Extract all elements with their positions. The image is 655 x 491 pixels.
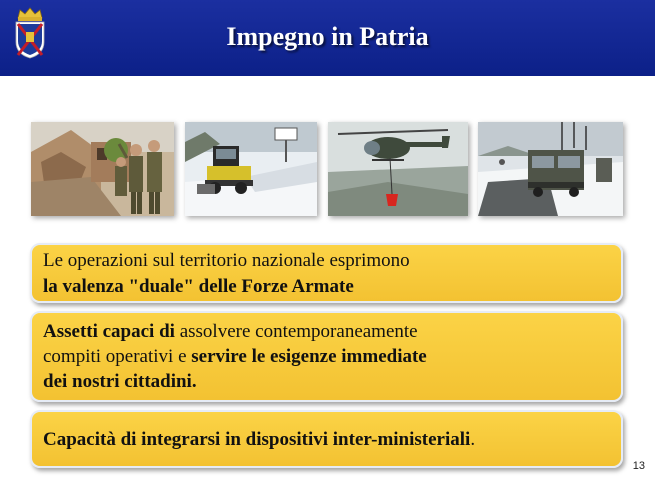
- box2-line1-bold: Assetti capaci di: [43, 321, 175, 342]
- page-number: 13: [632, 460, 645, 472]
- box2-line2-plain: compiti operativi e: [43, 346, 192, 367]
- box2-line2: [43, 344, 427, 369]
- box1-line1: Le operazioni sul territorio nazionale esprimono: [43, 250, 410, 271]
- box2-line1-rest: assolvere contemporaneamente: [174, 321, 418, 342]
- box3-tail: .: [470, 429, 476, 450]
- slide-header: [0, 0, 655, 76]
- earthquake-rubble-soldiers-photo: [31, 122, 174, 216]
- page-title: Impegno in Patria: [226, 22, 429, 51]
- inter-ministerial-box: [30, 410, 623, 468]
- box3-line: [43, 427, 475, 452]
- helicopter-water-bucket-photo: [328, 122, 468, 216]
- box1-line2: la valenza "duale" delle Forze Armate: [43, 276, 354, 297]
- box3-bold: Capacità di integrarsi in dispositivi inter-ministeriali: [43, 429, 471, 450]
- duality-statement-box: [30, 243, 623, 303]
- box2-line2-bold: servire le esigenze immediate: [191, 346, 427, 367]
- army-van-snow-photo: [478, 122, 623, 216]
- snowplow-photo: [185, 122, 317, 216]
- box2-line1: [43, 319, 418, 344]
- assets-capability-box: [30, 311, 623, 402]
- box2-line3: dei nostri cittadini.: [43, 371, 197, 392]
